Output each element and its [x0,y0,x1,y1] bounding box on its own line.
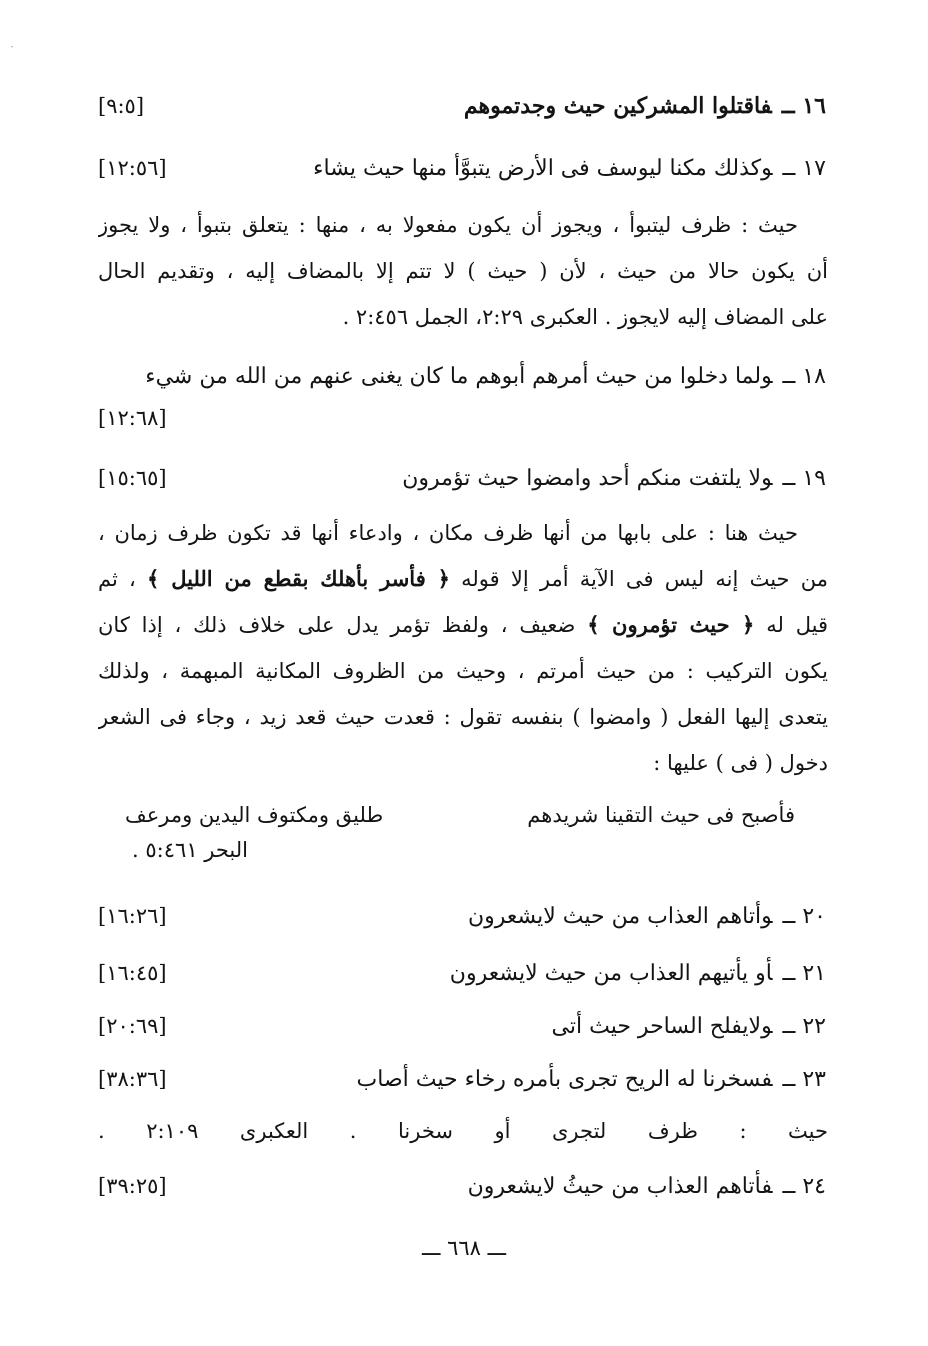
commentary-text: ، ثم [98,567,136,591]
entry-18 [98,356,826,396]
commentary-line: على المضاف إليه لايجوز . العكبرى ٢:٢٩، الجمل ٢:٤٥٦ . [342,305,828,329]
verse-text: وأتاهم العذاب من حيث لايشعرون [467,903,773,929]
verse-text: أو يأتيهم العذاب من حيث لايشعرون [449,960,773,986]
entry-24 [98,1166,826,1206]
commentary-line: حيث : ظرف لتجرى أو سخرنا . العكبرى ٢:١٠٩ . [98,1119,828,1143]
commentary-line: يكون التركيب : من حيث أمرتم ، وحيث من الظروف المكانية المبهمة ، ولذلك [98,659,828,683]
entry-number: ٢٢ ــ [782,1013,826,1039]
entry-20 [98,896,826,936]
entry-23 [98,1059,826,1099]
commentary-19 [98,510,828,786]
entry-number: ١٧ ــ [782,155,826,181]
entry-text [468,1174,826,1199]
verse-text: فاقتلوا المشركين حيث وجدتموهم [463,93,772,119]
page-number: ـــ ٦٦٨ ـــ [421,1236,507,1260]
commentary-text: من حيث إنه ليس فى الآية أمر إلا قوله [461,567,828,591]
verse-reference: [٣٩:٢٥] [98,1174,167,1198]
entry-22 [98,1006,826,1046]
verse-text: ولايفلح الساحر حيث أتى [551,1013,773,1039]
entry-number: ١٨ ــ [782,363,826,389]
entry-text [357,1067,826,1092]
poetry-verse [125,795,795,835]
entry-text [552,1014,826,1039]
verse-reference: [١٢:٥٦] [98,156,167,180]
commentary-text: قيل له [766,613,828,637]
commentary-17 [98,202,828,340]
verse-source: البحر ٥:٤٦١ . [132,838,248,862]
verse-hemistich-left: طليق ومكتوف اليدين ومرعف [125,803,384,827]
entry-text [468,904,826,929]
entry-21 [98,953,826,993]
verse-text: فسخرنا له الريح تجرى بأمره رخاء حيث أصاب [356,1066,773,1092]
verse-hemistich-right: فأصبح فى حيث التقينا شريدهم [527,803,795,827]
verse-reference: [١٦:٤٥] [98,961,167,985]
entry-number: ٢٣ ــ [782,1066,826,1092]
entry-text [450,961,826,986]
commentary-line [98,602,828,648]
entry-number: ٢١ ــ [782,960,826,986]
quran-quote: ﴿ فأسر بأهلك بقطع من الليل ﴾ [147,566,450,591]
verse-reference: [٩:٥] [98,94,145,118]
verse-reference: [١٥:٦٥] [98,466,167,490]
quran-quote: ﴿ حيث تؤمرون ﴾ [587,612,755,637]
entry-number: ١٩ ــ [782,465,826,491]
verse-reference: [١٢:٦٨] [98,406,167,430]
verse-text: ولما دخلوا من حيث أمرهم أبوهم ما كان يغنى عنهم من الله من شيء [145,363,773,389]
commentary-line: دخول ( فى ) عليها : [653,751,828,775]
verse-reference: [١٦:٢٦] [98,904,167,928]
verse-reference: [٢٠:٦٩] [98,1014,167,1038]
commentary-text: ضعيف ، ولفظ تؤمر يدل على خلاف ذلك ، إذا كان [98,613,576,637]
commentary-23 [98,1108,828,1154]
entry-number: ٢٤ ــ [782,1173,826,1199]
entry-17 [98,148,826,188]
entry-text [145,364,826,389]
verse-text: وكذلك مكنا ليوسف فى الأرض يتبوَّأ منها حيث يشاء [313,155,773,181]
entry-text [464,93,826,119]
verse-text: فأتاهم العذاب من حيثُ لايشعرون [467,1173,773,1199]
entry-text [313,156,826,181]
entry-number: ٢٠ ــ [782,903,826,929]
entry-19 [98,458,826,498]
commentary-line [98,556,828,602]
entry-number: ١٦ ــ [781,93,826,119]
commentary-line: يتعدى إليها الفعل ( وامضوا ) بنفسه تقول : قعدت حيث قعد زيد ، وجاء فى الشعر [98,705,828,729]
commentary-line: حيث : ظرف ليتبوأ ، ويجوز أن يكون مفعولا به ، منها : يتعلق بتبوأ ، ولا يجوز [98,213,798,237]
commentary-line: أن يكون حالا من حيث ، لأن ( حيث ) لا تتم إلا بالمضاف إليه ، وتقديم الحال [98,259,828,283]
entry-16 [98,86,826,126]
entry-text [402,466,826,491]
margin-mark: · [10,40,14,54]
entry-18-ref-line [98,398,826,438]
verse-text: ولا يلتفت منكم أحد وامضوا حيث تؤمرون [402,465,773,491]
verse-reference: [٣٨:٣٦] [98,1067,167,1091]
commentary-line: حيث هنا : على بابها من أنها ظرف مكان ، وادعاء أنها قد تكون ظرف زمان ، [98,521,798,545]
